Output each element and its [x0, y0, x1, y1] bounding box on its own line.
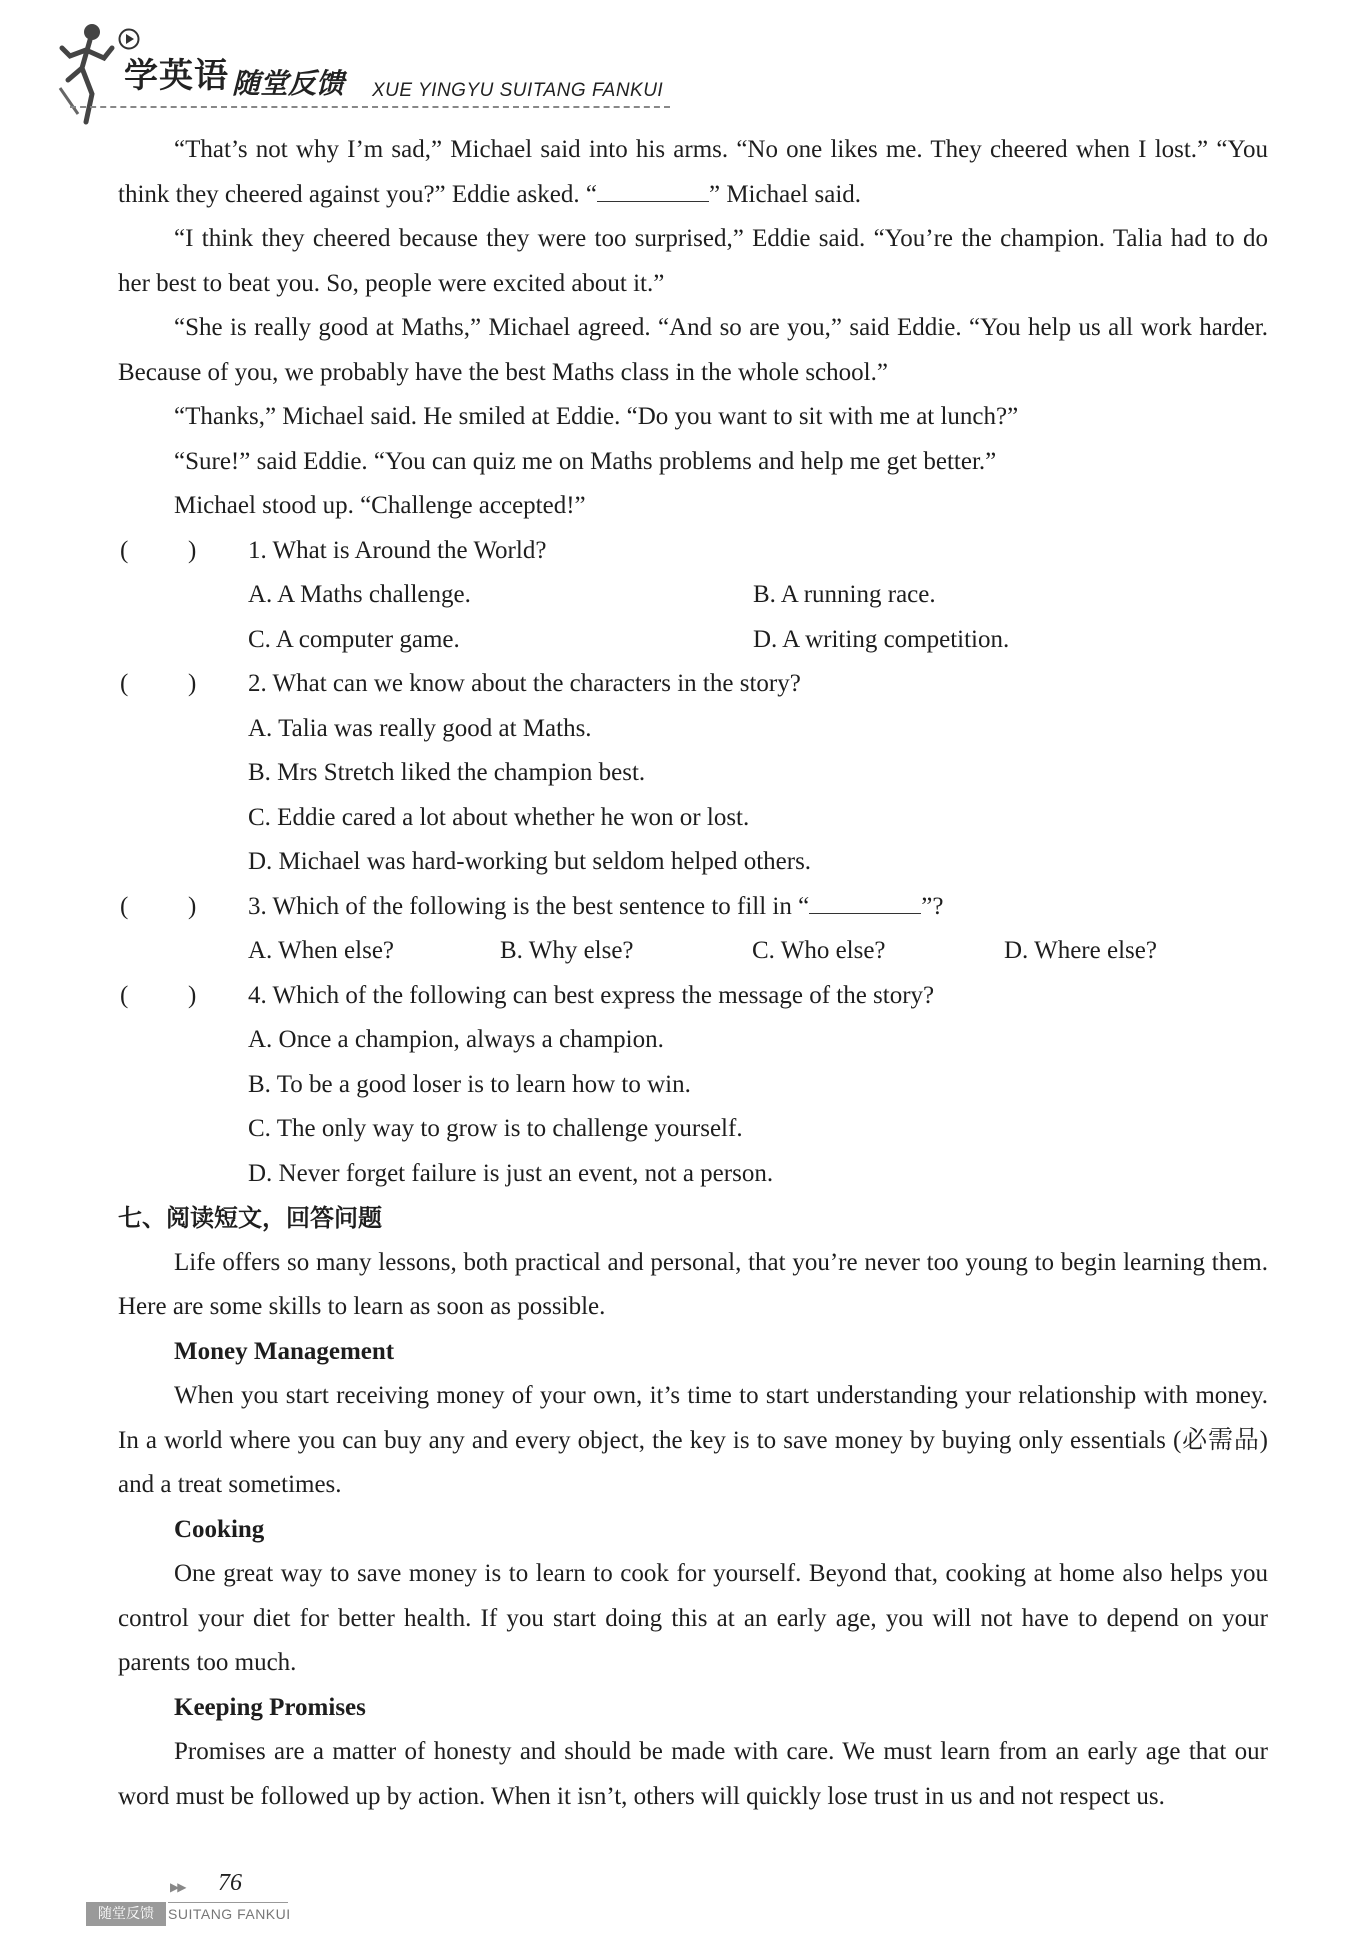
answer-blank[interactable]	[597, 181, 709, 202]
question-2	[118, 662, 1268, 707]
story-text: ” Michael said.	[708, 180, 862, 208]
passage-paragraph-cooking: One great way to save money is to learn to cook for yourself. Beyond that, cooking at home also helps you control your diet for better health. If you start doing this at an early age, you will not have to depend on your parents too much.	[118, 1560, 1268, 1676]
footer-badge: 随堂反馈	[86, 1902, 166, 1926]
question-3	[118, 885, 1268, 930]
arrow-right-icon: ▶▶	[170, 1880, 185, 1894]
question-4	[118, 974, 1268, 1019]
footer-pinyin: SUITANG FANKUI	[168, 1906, 291, 1922]
question-1	[118, 529, 1268, 574]
page-header	[0, 0, 1350, 130]
story-text: “That’s not why I’m sad,” Michael said into his arms. “No one likes me. They cheered when I lost.” “You think they cheered against you?” Eddie asked. “	[118, 136, 1268, 208]
option-c[interactable]: C. Who else?	[752, 937, 886, 964]
question-stem: 1. What is Around the World?	[248, 536, 547, 564]
option-b[interactable]: B. Why else?	[500, 937, 634, 964]
options-row	[118, 573, 1268, 618]
option-a[interactable]: A. A Maths challenge.	[248, 581, 471, 608]
option-c[interactable]: C. The only way to grow is to challenge yourself.	[248, 1115, 743, 1142]
question-stem-end: ”?	[921, 892, 944, 920]
option-a[interactable]: A. Once a champion, always a champion.	[248, 1026, 664, 1053]
question-stem: 3. Which of the following is the best sentence to fill in “	[248, 892, 810, 920]
option-b[interactable]: B. To be a good loser is to learn how to win.	[248, 1070, 691, 1098]
passage-heading-money: Money Management	[174, 1337, 395, 1365]
answer-bracket-right: )	[188, 670, 197, 697]
story-paragraph-6: Michael stood up. “Challenge accepted!”	[174, 492, 586, 519]
option-d[interactable]: D. Michael was hard-working but seldom helped others.	[248, 848, 812, 875]
page-number: 76	[218, 1870, 242, 1896]
answer-blank	[809, 893, 921, 914]
option-b[interactable]: B. Mrs Stretch liked the champion best.	[248, 759, 646, 786]
runner-logo-icon	[52, 18, 122, 128]
passage-paragraph-money: When you start receiving money of your own, it’s time to start understanding your relationship with money. In a world where you can buy any and every object, the key is to save money by buying only essentials (必需品) and a treat sometimes.	[118, 1382, 1268, 1498]
answer-bracket-left[interactable]: (	[120, 892, 129, 920]
options-row	[118, 929, 1268, 974]
options-row	[118, 618, 1268, 663]
brand-pinyin: XUE YINGYU SUITANG FANKUI	[372, 80, 664, 101]
story-paragraph-1	[118, 128, 1268, 217]
story-paragraph-5: “Sure!” said Eddie. “You can quiz me on Maths problems and help me get better.”	[174, 447, 997, 475]
question-stem: 4. Which of the following can best express the message of the story?	[248, 981, 935, 1009]
passage-heading-cooking: Cooking	[174, 1515, 265, 1543]
page-content	[118, 128, 1268, 1819]
passage-intro: Life offers so many lessons, both practical and personal, that you’re never too young to begin learning them. Here are some skills to learn as soon as possible.	[118, 1248, 1268, 1320]
question-stem: 2. What can we know about the characters in the story?	[248, 670, 801, 697]
passage-heading-promises: Keeping Promises	[174, 1693, 366, 1721]
story-paragraph-3: “She is really good at Maths,” Michael agreed. “And so are you,” said Eddie. “You help us all work harder. Because of you, we probably have the best Maths class in the whole school.”	[118, 314, 1268, 386]
answer-bracket-left[interactable]: (	[120, 670, 129, 697]
header-divider	[70, 106, 670, 108]
passage-paragraph-promises: Promises are a matter of honesty and should be made with care. We must learn from an early age that our word must be followed up by action. When it isn’t, others will quickly lose trust in us and not respect us.	[118, 1738, 1268, 1810]
answer-bracket-right: )	[188, 981, 197, 1009]
story-paragraph-4: “Thanks,” Michael said. He smiled at Eddie. “Do you want to sit with me at lunch?”	[174, 403, 1019, 430]
option-a[interactable]: A. When else?	[248, 937, 395, 964]
option-d[interactable]: D. Where else?	[1004, 937, 1157, 964]
option-d[interactable]: D. Never forget failure is just an event, not a person.	[248, 1159, 774, 1187]
answer-bracket-right: )	[188, 536, 197, 564]
option-a[interactable]: A. Talia was really good at Maths.	[248, 714, 592, 742]
brand-title: 学英语	[124, 56, 229, 96]
play-icon	[118, 28, 140, 50]
option-c[interactable]: C. Eddie cared a lot about whether he won or lost.	[248, 803, 750, 831]
answer-bracket-left[interactable]: (	[120, 981, 129, 1009]
answer-bracket-left[interactable]: (	[120, 536, 129, 564]
footer-divider	[168, 1902, 288, 1903]
story-paragraph-2: “I think they cheered because they were too surprised,” Eddie said. “You’re the champion. Talia had to do her best to beat you. So, people were excited about it.”	[118, 225, 1268, 297]
option-b[interactable]: B. A running race.	[753, 581, 936, 608]
answer-bracket-right: )	[188, 892, 197, 920]
option-c[interactable]: C. A computer game.	[248, 625, 460, 653]
brand-subtitle: 随堂反馈	[232, 67, 345, 100]
option-d[interactable]: D. A writing competition.	[753, 625, 1010, 653]
section-title: 七、阅读短文，回答问题	[118, 1204, 382, 1232]
